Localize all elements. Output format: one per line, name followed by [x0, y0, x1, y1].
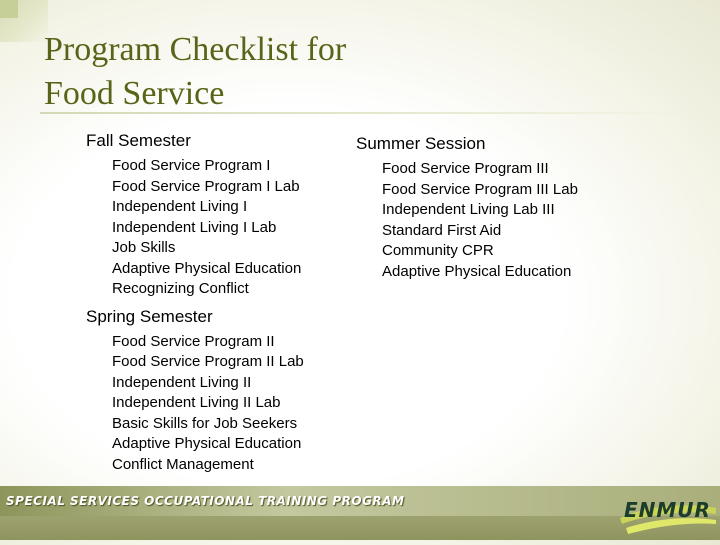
logo-text: ENMUR [624, 498, 711, 522]
list-item: Independent Living Lab III [382, 201, 555, 218]
spring-semester-list [86, 332, 304, 476]
spring-semester-heading: Spring Semester [86, 306, 213, 326]
enmur-logo [616, 488, 720, 540]
list-item: Independent Living I Lab [112, 218, 277, 236]
list-item: Adaptive Physical Education [112, 435, 302, 452]
list-item: Basic Skills for Job Seekers [112, 414, 298, 432]
list-item: Adaptive Physical Education [112, 259, 302, 277]
list-item: Recognizing Conflict [112, 280, 249, 297]
corner-accent [0, 0, 18, 18]
footer-bar [0, 486, 720, 540]
list-item: Independent Living II Lab [112, 394, 281, 411]
list-item: Adaptive Physical Education [382, 262, 572, 280]
list-item: Food Service Program II [112, 332, 275, 350]
list-item: Food Service Program III Lab [382, 180, 578, 198]
list-item: Community CPR [382, 242, 494, 259]
title-line-2: Food Service [44, 75, 225, 112]
fall-semester-heading: Fall Semester [86, 131, 191, 150]
program-name: SPECIAL SERVICES OCCUPATIONAL TRAINING PROGRAM [6, 494, 405, 508]
list-item: Conflict Management [112, 455, 254, 473]
list-item: Independent Living I [112, 198, 248, 215]
list-item: Food Service Program I Lab [112, 177, 300, 195]
page-title [44, 28, 664, 116]
list-item: Food Service Program I [112, 157, 271, 174]
title-line-1: Program Checklist for [44, 31, 347, 68]
list-item: Food Service Program II Lab [112, 353, 304, 370]
right-column [356, 133, 578, 282]
left-column [86, 130, 304, 475]
summer-session-heading: Summer Session [356, 134, 486, 153]
summer-session-list [356, 159, 578, 282]
list-item: Job Skills [112, 239, 176, 256]
fall-semester-list [86, 156, 304, 300]
list-item: Food Service Program III [382, 160, 549, 177]
list-item: Independent Living II [112, 373, 252, 391]
title-divider [40, 112, 700, 114]
list-item: Standard First Aid [382, 221, 502, 239]
